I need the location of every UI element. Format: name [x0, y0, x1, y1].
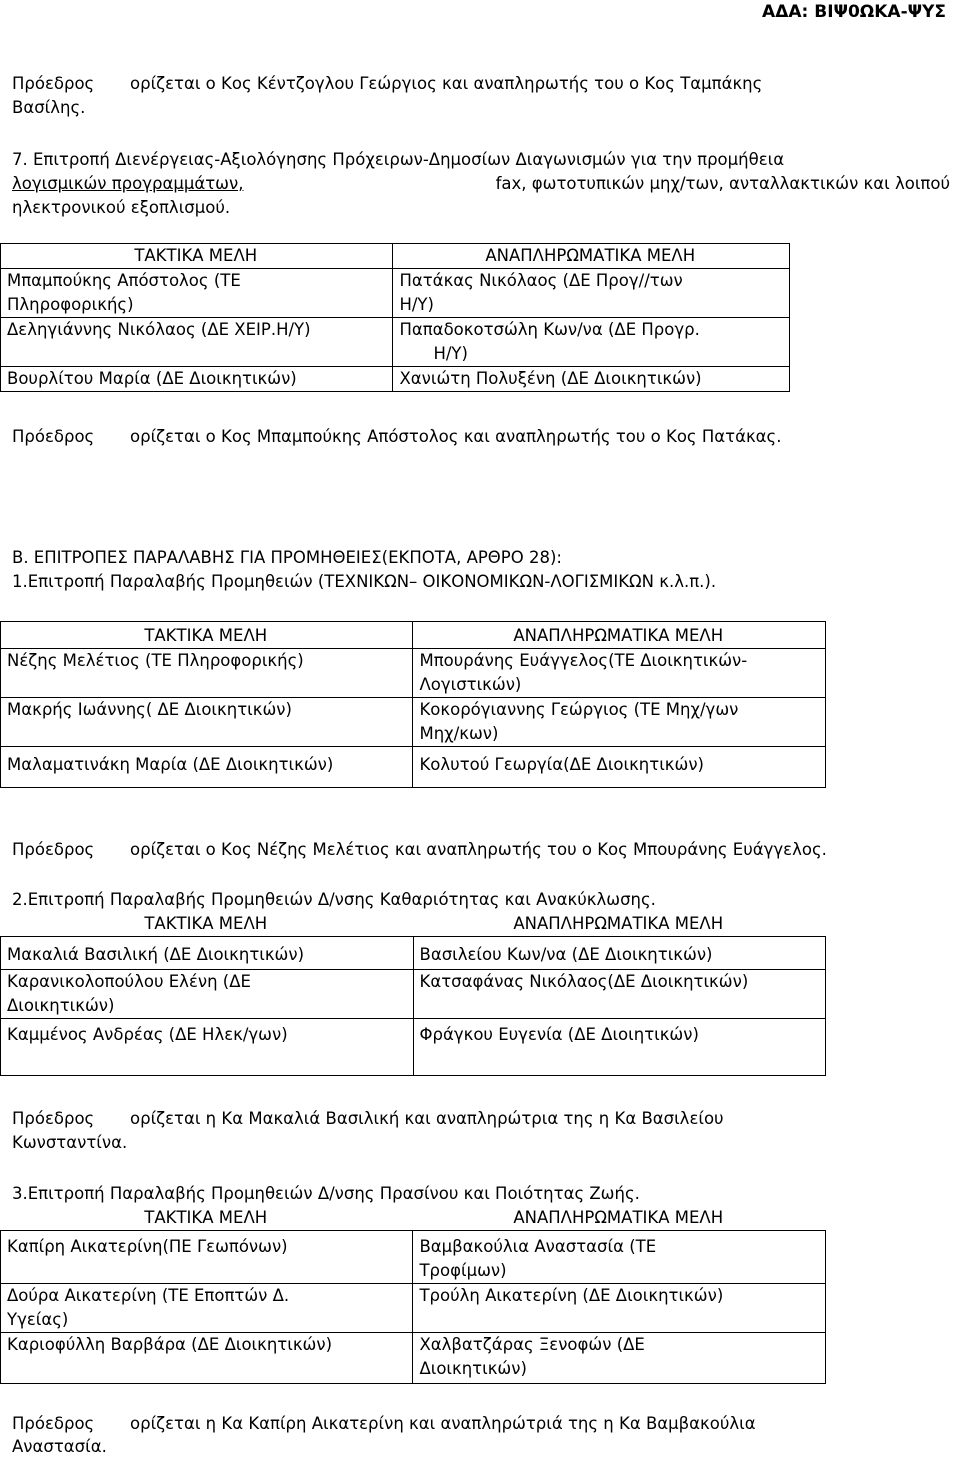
table-row: [1, 269, 790, 294]
receipt-committee-1-table: [0, 621, 826, 788]
receipt-committee-2-heading: 2.Επιτροπή Παραλαβής Προμηθειών Δ/νσης Καθαριότητας και Ανακύκλωσης.: [12, 890, 656, 909]
col-regular-header: ΤΑΚΤΙΚΑ ΜΕΛΗ: [144, 914, 268, 933]
col-alternate-header: ΑΝΑΠΛΗΡΩΜΑΤΙΚΑ ΜΕΛΗ: [413, 622, 826, 649]
committee-7-line1: 7. Επιτροπή Διενέργειας-Αξιολόγησης Πρόχειρων-Δημοσίων Διαγωνισμών για την προμήθεια: [12, 150, 785, 169]
table-row: [1, 673, 826, 698]
receipt-committee-3-heading: 3.Επιτροπή Παραλαβής Προμηθειών Δ/νσης Πρασίνου και Ποιότητας Ζωής.: [12, 1184, 640, 1203]
table-cell: Μηχ/κων): [413, 722, 826, 747]
committee-7-heading: [12, 148, 952, 220]
committee-7-line3: ηλεκτρονικού εξοπλισμού.: [12, 198, 231, 217]
receipt-committee-2-president: [12, 1107, 952, 1155]
table-cell: [1, 722, 413, 747]
table-cell: [413, 994, 826, 1019]
table-row: [1, 970, 826, 995]
table-cell: Η/Υ): [393, 342, 790, 367]
table-cell: Κοκορόγιαννης Γεώργιος (ΤΕ Μηχ/γων: [413, 698, 826, 723]
table-row: [1, 342, 790, 367]
col-alternate-header: ΑΝΑΠΛΗΡΩΜΑΤΙΚΑ ΜΕΛΗ: [513, 914, 724, 933]
table-cell: Πατάκας Νικόλαος (ΔΕ Προγ//των: [393, 269, 790, 294]
col-alternate-header: ΑΝΑΠΛΗΡΩΜΑΤΙΚΑ ΜΕΛΗ: [513, 1208, 724, 1227]
table-cell: Μακρής Ιωάννης( ΔΕ Διοικητικών): [1, 698, 413, 723]
table-row: [1, 1308, 826, 1333]
receipt-committee-1-president-text: ορίζεται ο Κος Νέζης Μελέτιος και αναπληρωτής του ο Κος Μπουράνης Ευάγγελος.: [130, 840, 827, 859]
table-cell: Λογιστικών): [413, 673, 826, 698]
receipt-committee-2-table: [0, 912, 826, 1076]
table-cell: Κολυτού Γεωργία(ΔΕ Διοικητικών): [413, 747, 826, 788]
receipt-committee-3-president: [12, 1412, 952, 1458]
table-cell: Καπίρη Αικατερίνη(ΠΕ Γεωπόνων): [1, 1231, 413, 1260]
table-cell: Μακαλιά Βασιλική (ΔΕ Διοικητικών): [1, 937, 414, 970]
president-label: Πρόεδρος: [12, 74, 95, 93]
col-regular-header: ΤΑΚΤΙΚΑ ΜΕΛΗ: [144, 1208, 268, 1227]
table-cell: Μαλαματινάκη Μαρία (ΔΕ Διοικητικών): [1, 747, 413, 788]
receipt-committee-3-table: [0, 1206, 826, 1384]
col-alternate-header: ΑΝΑΠΛΗΡΩΜΑΤΙΚΑ ΜΕΛΗ: [393, 244, 790, 269]
col-regular-header: ΤΑΚΤΙΚΑ ΜΕΛΗ: [1, 622, 413, 649]
section-b-title: Β. ΕΠΙΤΡΟΠΕΣ ΠΑΡΑΛΑΒΗΣ ΓΙΑ ΠΡΟΜΗΘΕΙΕΣ(ΕΚΠΟΤΑ, ΑΡΘΡΟ 28):: [12, 548, 562, 567]
receipt-committee-3-president-text: ορίζεται η Κα Καπίρη Αικατερίνη και αναπληρώτριά της η Κα Βαμβακούλια: [130, 1414, 756, 1433]
table-row: [1, 649, 826, 674]
table-cell: Πληροφορικής): [1, 293, 393, 318]
table-row: [1, 1019, 826, 1076]
table-row: [1, 747, 826, 788]
table-cell: Φράγκου Ευγενία (ΔΕ Διοιητικών): [413, 1019, 826, 1076]
table-cell: Χαλβατζάρας Ξενοφών (ΔΕ: [413, 1333, 826, 1358]
table-cell: Καριοφύλλη Βαρβάρα (ΔΕ Διοικητικών): [1, 1333, 413, 1358]
table-cell: Η/Υ): [393, 293, 790, 318]
table-cell: Παπαδοκοτσώλη Κων/να (ΔΕ Προγρ.: [393, 318, 790, 343]
table-cell: Υγείας): [1, 1308, 413, 1333]
table-cell: Βουρλίτου Μαρία (ΔΕ Διοικητικών): [1, 367, 393, 392]
table-cell: Καμμένος Ανδρέας (ΔΕ Ηλεκ/γων): [1, 1019, 414, 1076]
table-row: [1, 367, 790, 392]
table-cell: [1, 1357, 413, 1384]
committee-7-president: [12, 425, 952, 449]
section-b-sub1: 1.Επιτροπή Παραλαβής Προμηθειών (ΤΕΧΝΙΚΩΝ– ΟΙΚΟΝΟΜΙΚΩΝ-ΛΟΓΙΣΜΙΚΩΝ κ.λ.π.).: [12, 572, 717, 591]
receipt-committee-3-president-text-cont: Αναστασία.: [12, 1437, 107, 1456]
president-label: Πρόεδρος: [12, 1414, 95, 1433]
table-cell: Δούρα Αικατερίνη (ΤΕ Εποπτών Δ.: [1, 1284, 413, 1309]
table-row: [1, 318, 790, 343]
table-cell: [1, 342, 393, 367]
table-row: [1, 1231, 826, 1260]
president-label: Πρόεδρος: [12, 1109, 95, 1128]
table-row: [1, 293, 790, 318]
committee-7-table: [0, 243, 790, 392]
intro-president-text-cont: Βασίλης.: [12, 98, 86, 117]
document-code: ΑΔΑ: ΒΙΨ0ΩΚΑ-ΨΥΣ: [762, 2, 946, 22]
receipt-committee-1-president: [12, 838, 952, 862]
table-row: [1, 1333, 826, 1358]
table-cell: [1, 1259, 413, 1284]
table-cell: Βασιλείου Κων/να (ΔΕ Διοικητικών): [413, 937, 826, 970]
table-cell: Τροφίμων): [413, 1259, 826, 1284]
table-cell: [413, 1308, 826, 1333]
table-row: [1, 1284, 826, 1309]
committee-7-line2a: λογισμικών προγραμμάτων,: [12, 174, 244, 193]
table-cell: Καρανικολοπούλου Ελένη (ΔΕ: [1, 970, 414, 995]
table-cell: Μπαμπούκης Απόστολος (ΤΕ: [1, 269, 393, 294]
receipt-committee-2-president-text: ορίζεται η Κα Μακαλιά Βασιλική και αναπληρώτρια της η Κα Βασιλείου: [130, 1109, 724, 1128]
president-label: Πρόεδρος: [12, 840, 95, 859]
table-cell: Μπουράνης Ευάγγελος(ΤΕ Διοικητικών-: [413, 649, 826, 674]
table-cell: Δεληγιάννης Νικόλαος (ΔΕ ΧΕΙΡ.Η/Υ): [1, 318, 393, 343]
table-cell: Χανιώτη Πολυξένη (ΔΕ Διοικητικών): [393, 367, 790, 392]
committee-7-line2b: fax, φωτοτυπικών μηχ/των, ανταλλακτικών και λοιπού: [495, 174, 950, 193]
table-cell: Κατσαφάνας Νικόλαος(ΔΕ Διοικητικών): [413, 970, 826, 995]
table-cell: Νέζης Μελέτιος (ΤΕ Πληροφορικής): [1, 649, 413, 674]
table-row: [1, 1259, 826, 1284]
president-label: Πρόεδρος: [12, 427, 95, 446]
committee-7-president-text: ορίζεται ο Κος Μπαμπούκης Απόστολος και αναπληρωτής του ο Κος Πατάκας.: [130, 427, 782, 446]
table-cell: [1, 673, 413, 698]
table-row: [1, 1357, 826, 1384]
receipt-committee-2-president-text-cont: Κωνσταντίνα.: [12, 1133, 128, 1152]
intro-president-text: ορίζεται ο Κος Κέντζογλου Γεώργιος και αναπληρωτής του ο Κος Ταμπάκης: [130, 74, 763, 93]
col-regular-header: ΤΑΚΤΙΚΑ ΜΕΛΗ: [1, 244, 393, 269]
intro-president-paragraph: [12, 72, 952, 120]
table-row: [1, 722, 826, 747]
table-cell: Διοικητικών): [1, 994, 414, 1019]
table-cell: Διοικητικών): [413, 1357, 826, 1384]
table-row: [1, 937, 826, 970]
table-cell: Βαμβακούλια Αναστασία (ΤΕ: [413, 1231, 826, 1260]
section-b-heading: [12, 546, 952, 594]
table-row: [1, 994, 826, 1019]
table-cell: Τρούλη Αικατερίνη (ΔΕ Διοικητικών): [413, 1284, 826, 1309]
table-row: [1, 698, 826, 723]
